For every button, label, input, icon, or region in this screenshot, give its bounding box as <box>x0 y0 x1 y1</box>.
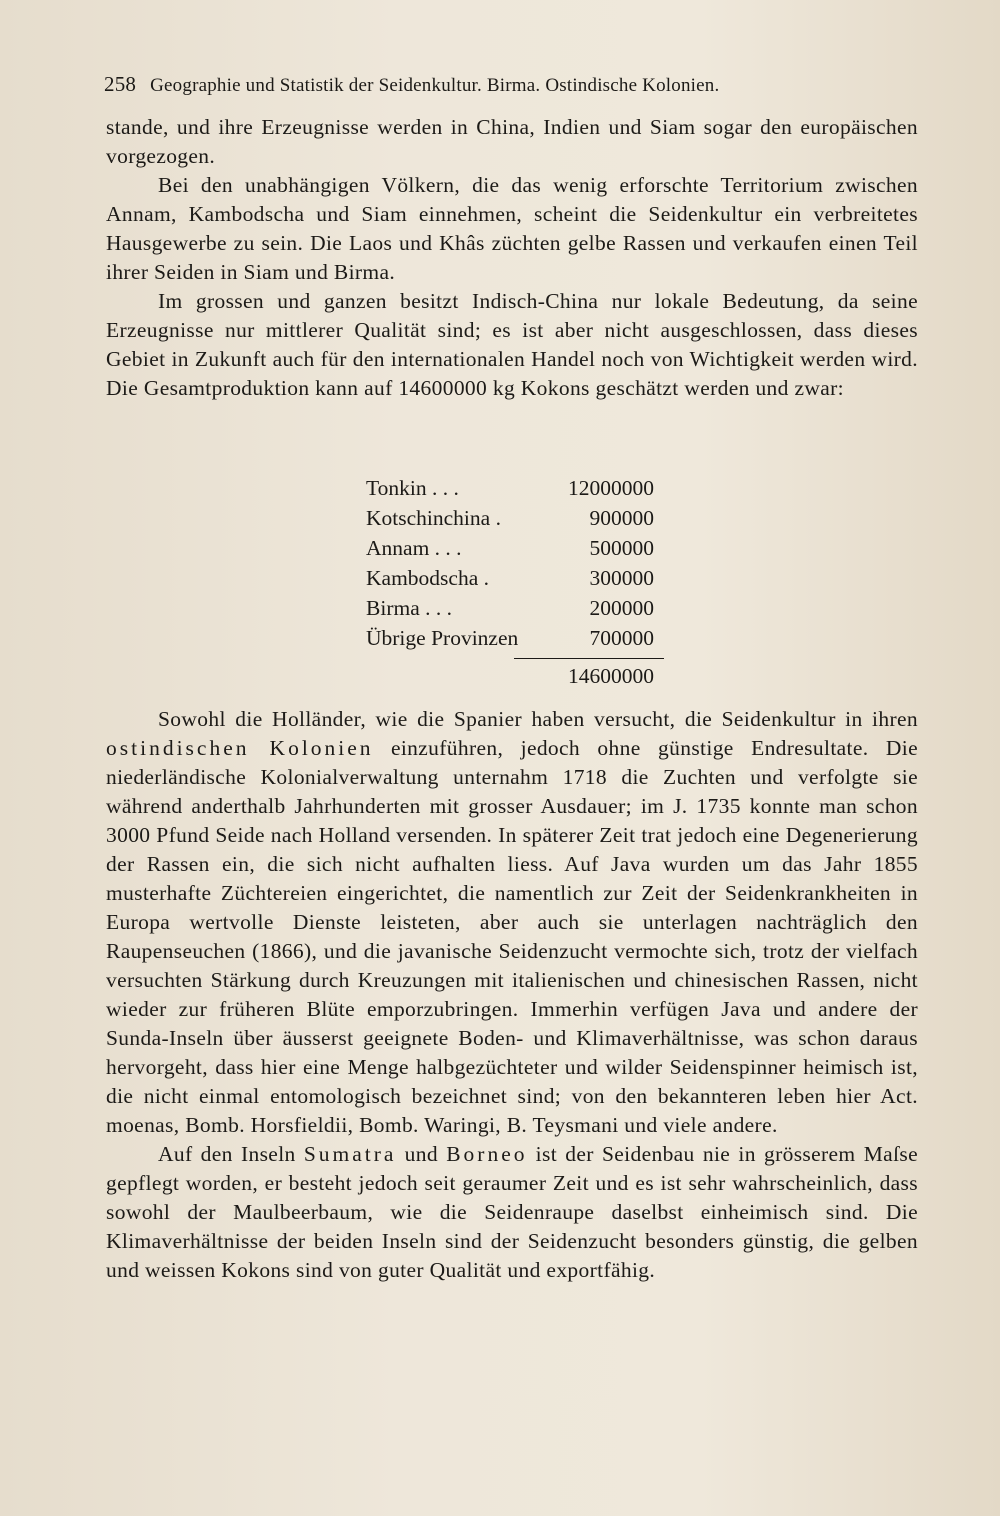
paragraph-sumatra-borneo <box>106 1140 918 1285</box>
region-name: Tonkin . . . <box>366 476 459 500</box>
p4-spaced-emphasis: ostindischen Kolonien <box>106 736 374 760</box>
table-row <box>366 596 696 626</box>
p4-text-a: Sowohl die Holländer, wie die Spanier haben versucht, die Seidenkultur in ihren <box>158 707 918 731</box>
region-name: Birma . . . <box>366 596 452 620</box>
region-value: 300000 <box>589 566 654 590</box>
sum-rule <box>514 658 664 659</box>
region-value: 200000 <box>589 596 654 620</box>
table-row <box>366 476 696 506</box>
production-total: 14600000 <box>568 664 654 688</box>
running-header <box>104 72 894 97</box>
page-number: 258 <box>104 72 137 96</box>
paragraph-indochina-production: Im grossen und ganzen besitzt Indisch-China nur lokale Bedeutung, da seine Erzeugnisse nur mittlerer Qualität sind; es ist aber nicht ausgeschlossen, dass dieses Gebiet in Zukunft auch für den internationalen Handel noch von Wichtigkeit werden wird. Die Gesamtproduktion kann auf 14600000 kg Kokons geschätzt werden und zwar: <box>106 289 918 400</box>
region-value: 500000 <box>589 536 654 560</box>
text-block-bottom <box>106 705 918 1285</box>
production-table-rows <box>366 476 696 656</box>
p5-text-mid: und <box>396 1142 447 1166</box>
paragraph-dutch-colonies <box>106 705 918 1140</box>
p5-text-a: Auf den Inseln <box>158 1142 304 1166</box>
region-value: 700000 <box>589 626 654 650</box>
region-name: Übrige Provinzen <box>366 626 519 650</box>
p4-text-b: einzuführen, jedoch ohne günstige Endresultate. Die niederländische Kolonialverwaltung unternahm 1718 die Zuchten und verfolgte sie während anderthalb Jahrhunderten mit grosser Ausdauer; im J. 1735 konnte man schon 3000 Pfund Seide nach Holland versenden. In späterer Zeit trat jedoch eine Degenerierung der Rassen ein, die sich nicht aufhalten liess. Auf Java wurden um das Jahr 1855 musterhafte Züchtereien eingerichtet, die namentlich zur Zeit der Seidenkrankheiten in Europa wertvolle Dienste leisteten, aber auch sie unterlagen nachträglich den Raupenseuchen (1866), und die javanische Seidenzucht vermochte sich, trotz der vielfach versuchten Stärkung durch Kreuzungen mit italienischen und chinesischen Rassen, nicht wieder zur früheren Blüte emporzubringen. Immerhin verfügen Java und andere der Sunda-Inseln über äusserst geeignete Boden- und Klimaverhältnisse, was schon daraus hervorgeht, dass hier eine Menge halbgezüchteter und wilder Seidenspinner heimisch ist, die nicht einmal entomologisch bezeichnet sind; von den bekannteren leben hier Act. moenas, Bomb. Horsfieldii, Bomb. Waringi, B. Teysmani und viele andere. <box>106 736 918 1137</box>
region-value: 900000 <box>589 506 654 530</box>
table-row <box>366 536 696 566</box>
production-table <box>366 476 696 688</box>
table-row <box>366 566 696 596</box>
table-row <box>366 506 696 536</box>
region-value: 12000000 <box>568 476 654 500</box>
paragraph-independent-peoples: Bei den unabhängigen Völkern, die das wenig erforschte Territorium zwischen Annam, Kambodscha und Siam einnehmen, scheint die Seidenkultur ein verbreitetes Hausgewerbe zu sein. Die Laos und Khâs züchten gelbe Rassen und verkaufen einen Teil ihrer Seiden in Siam und Birma. <box>106 173 918 284</box>
region-name: Annam . . . <box>366 536 462 560</box>
text-block-top <box>106 113 918 403</box>
table-row <box>366 626 696 656</box>
p5-emphasis-sumatra: Sumatra <box>303 1142 397 1166</box>
region-name: Kotschinchina . <box>366 506 501 530</box>
p5-emphasis-borneo: Borneo <box>446 1142 528 1166</box>
p5-text-b: ist der Seidenbau nie in grösserem Maſse gepflegt worden, er besteht jedoch seit geraumer Zeit und es ist sehr wahrscheinlich, dass sowohl der Maulbeerbaum, wie die Seidenraupe daselbst einheimisch sind. Die Klimaverhältnisse der beiden Inseln sind der Seidenzucht besonders günstig, die gelben und weissen Kokons sind von guter Qualität und exportfähig. <box>106 1142 918 1282</box>
running-title: Geographie und Statistik der Seidenkultur. Birma. Ostindische Kolonien. <box>150 75 720 96</box>
region-name: Kambodscha . <box>366 566 489 590</box>
paragraph-continuation: stande, und ihre Erzeugnisse werden in China, Indien und Siam sogar den europäischen vorgezogen. <box>106 115 918 168</box>
